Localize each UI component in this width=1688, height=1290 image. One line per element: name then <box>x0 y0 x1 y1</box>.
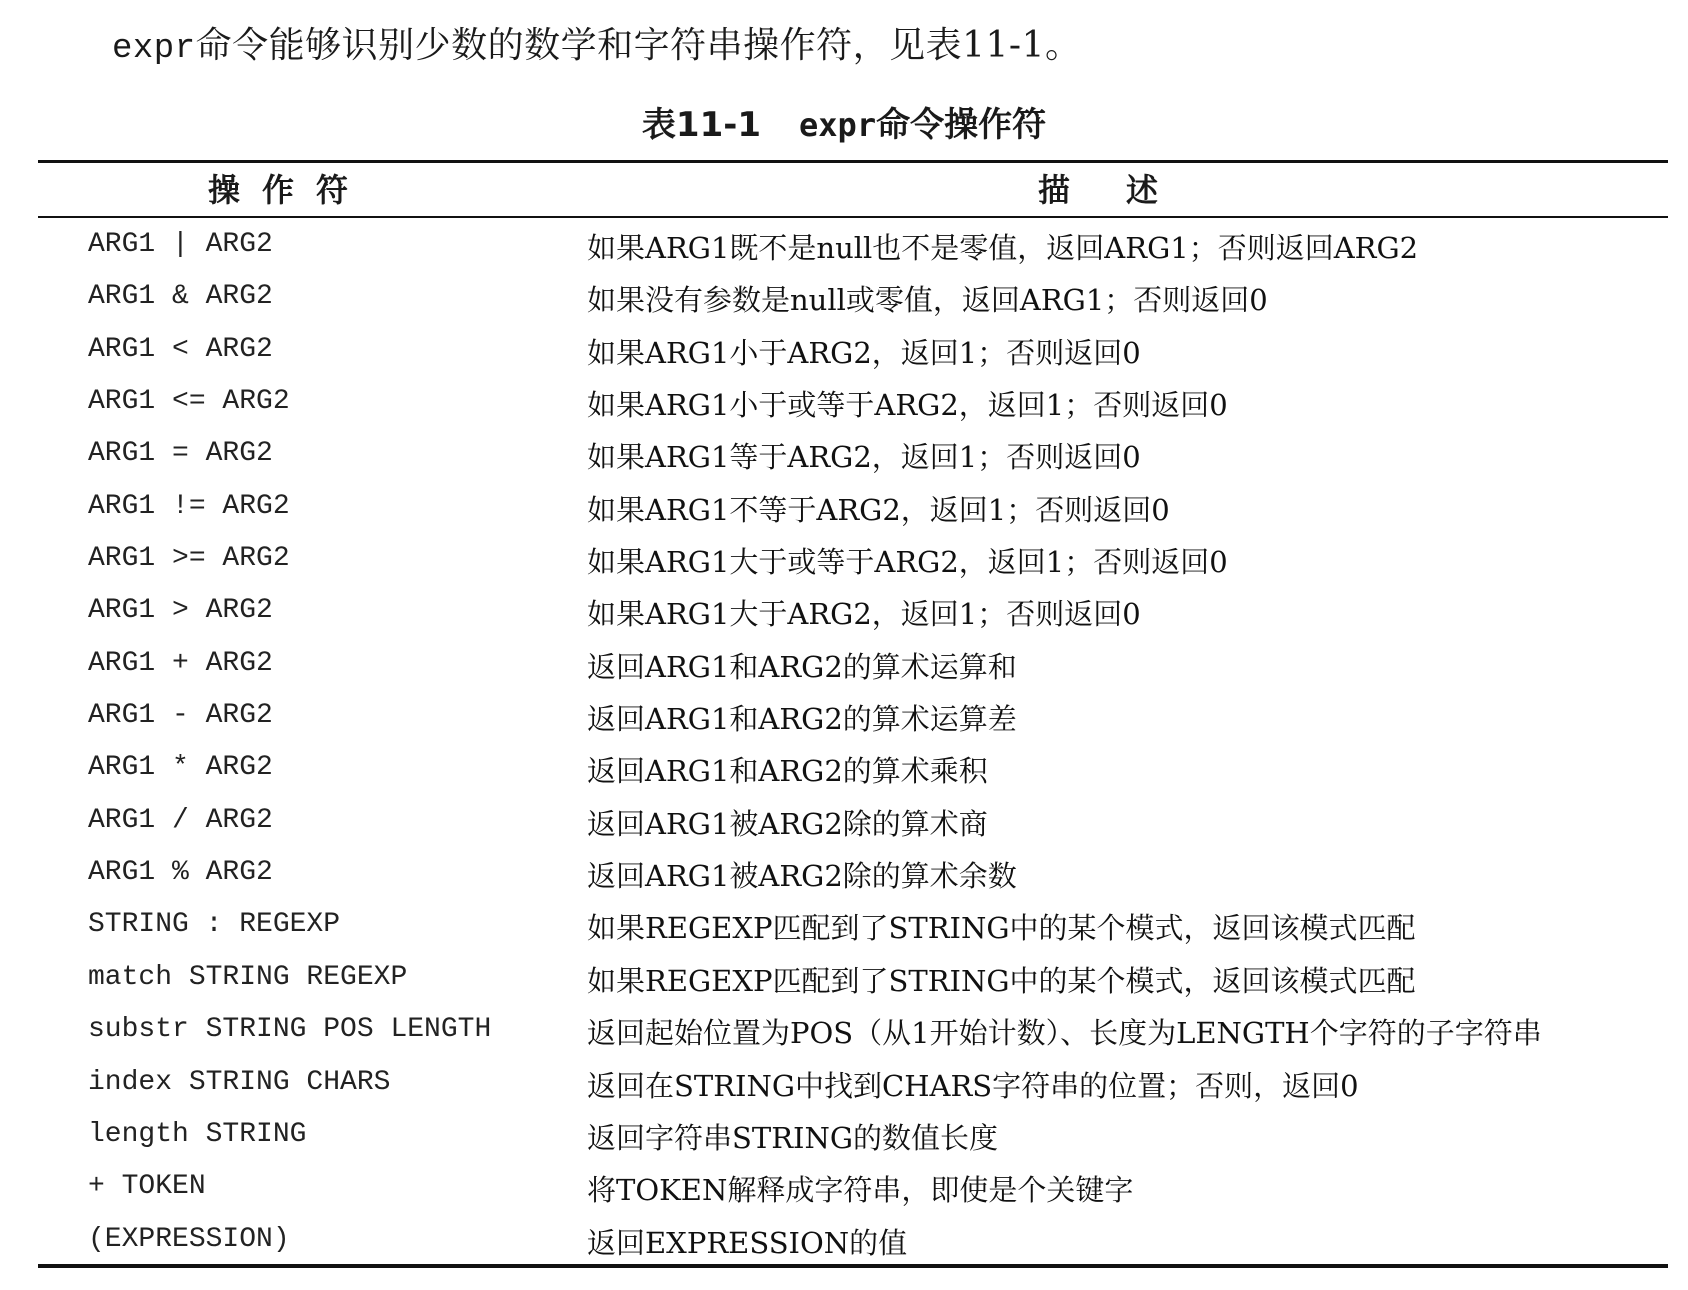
description-cell: 返回ARG1和ARG2的算术运算和 <box>587 649 1017 684</box>
table-row <box>0 1110 1688 1162</box>
description-cell: 返回起始位置为POS（从1开始计数）、长度为LENGTH个字符的子字符串 <box>587 1016 1542 1051</box>
table-row <box>0 848 1688 900</box>
description-cell: 返回字符串STRING的数值长度 <box>587 1120 999 1155</box>
description-cell: 如果没有参数是null或零值，返回ARG1；否则返回0 <box>587 283 1268 318</box>
table-row <box>0 220 1688 272</box>
operator-cell: ARG1 >= ARG2 <box>88 543 290 575</box>
table-bottom-rule <box>38 1264 1668 1268</box>
operator-cell: ARG1 > ARG2 <box>88 595 273 627</box>
table-row <box>0 1162 1688 1214</box>
intro-paragraph <box>112 18 1082 77</box>
description-cell: 返回ARG1和ARG2的算术乘积 <box>587 754 988 789</box>
description-cell: 如果REGEXP匹配到了STRING中的某个模式，返回该模式匹配 <box>587 963 1416 998</box>
intro-command: expr <box>112 30 196 68</box>
description-cell: 返回ARG1被ARG2除的算术余数 <box>587 859 1017 894</box>
operator-cell: STRING : REGEXP <box>88 909 341 941</box>
operator-cell: ARG1 <= ARG2 <box>88 386 290 418</box>
operator-cell: index STRING CHARS <box>88 1066 391 1098</box>
table-row <box>0 796 1688 848</box>
table-row <box>0 429 1688 481</box>
table-row <box>0 377 1688 429</box>
description-cell: 返回ARG1被ARG2除的算术商 <box>587 806 988 841</box>
description-cell: 如果ARG1不等于ARG2，返回1；否则返回0 <box>587 492 1170 527</box>
operator-cell: ARG1 * ARG2 <box>88 752 273 784</box>
description-cell: 如果ARG1大于或等于ARG2，返回1；否则返回0 <box>587 545 1228 580</box>
table-row <box>0 743 1688 795</box>
table-header-rule <box>38 216 1668 218</box>
description-cell: 如果ARG1等于ARG2，返回1；否则返回0 <box>587 440 1141 475</box>
table-row <box>0 953 1688 1005</box>
intro-text: 命令能够识别少数的数学和字符串操作符，见表11-1。 <box>195 25 1082 66</box>
operator-cell: ARG1 = ARG2 <box>88 438 273 470</box>
description-cell: 返回EXPRESSION的值 <box>587 1225 908 1260</box>
table-row <box>0 1058 1688 1110</box>
description-cell: 如果ARG1小于或等于ARG2，返回1；否则返回0 <box>587 388 1228 423</box>
table-body <box>0 220 1688 1267</box>
operator-cell: ARG1 + ARG2 <box>88 647 273 679</box>
table-row <box>0 1215 1688 1267</box>
table-row <box>0 272 1688 324</box>
table-row <box>0 691 1688 743</box>
table-top-rule <box>38 160 1668 163</box>
operator-cell: length STRING <box>88 1118 307 1150</box>
table-row <box>0 325 1688 377</box>
operator-cell: ARG1 % ARG2 <box>88 857 273 889</box>
table-row <box>0 586 1688 638</box>
table-row <box>0 534 1688 586</box>
description-cell: 返回在STRING中找到CHARS字符串的位置；否则，返回0 <box>587 1068 1359 1103</box>
description-cell: 如果REGEXP匹配到了STRING中的某个模式，返回该模式匹配 <box>587 911 1416 946</box>
description-cell: 如果ARG1小于ARG2，返回1；否则返回0 <box>587 335 1141 370</box>
operator-cell: + TOKEN <box>88 1171 206 1203</box>
description-cell: 将TOKEN解释成字符串，即使是个关键字 <box>587 1173 1134 1208</box>
operator-cell: substr STRING POS LENGTH <box>88 1014 492 1046</box>
table-caption-command: expr <box>799 106 877 144</box>
operator-cell: ARG1 < ARG2 <box>88 333 273 365</box>
description-cell: 返回ARG1和ARG2的算术运算差 <box>587 702 1017 737</box>
column-header-description: 描述 <box>1038 171 1215 209</box>
column-header-operator: 操作符 <box>208 171 371 209</box>
table-caption-title: 命令操作符 <box>876 105 1047 145</box>
table-row <box>0 482 1688 534</box>
operator-cell: match STRING REGEXP <box>88 961 408 993</box>
table-number: 表11-1 <box>641 105 762 145</box>
description-cell: 如果ARG1大于ARG2，返回1；否则返回0 <box>587 597 1141 632</box>
operator-cell: ARG1 & ARG2 <box>88 281 273 313</box>
table-caption <box>0 100 1688 150</box>
operator-cell: ARG1 != ARG2 <box>88 490 290 522</box>
description-cell: 如果ARG1既不是null也不是零值，返回ARG1；否则返回ARG2 <box>587 231 1419 265</box>
table-row <box>0 639 1688 691</box>
operator-cell: ARG1 / ARG2 <box>88 804 273 836</box>
operator-cell: ARG1 - ARG2 <box>88 700 273 732</box>
operator-cell: (EXPRESSION) <box>88 1223 290 1255</box>
operator-cell: ARG1 | ARG2 <box>88 229 273 260</box>
table-row <box>0 1005 1688 1057</box>
table-row <box>0 900 1688 952</box>
